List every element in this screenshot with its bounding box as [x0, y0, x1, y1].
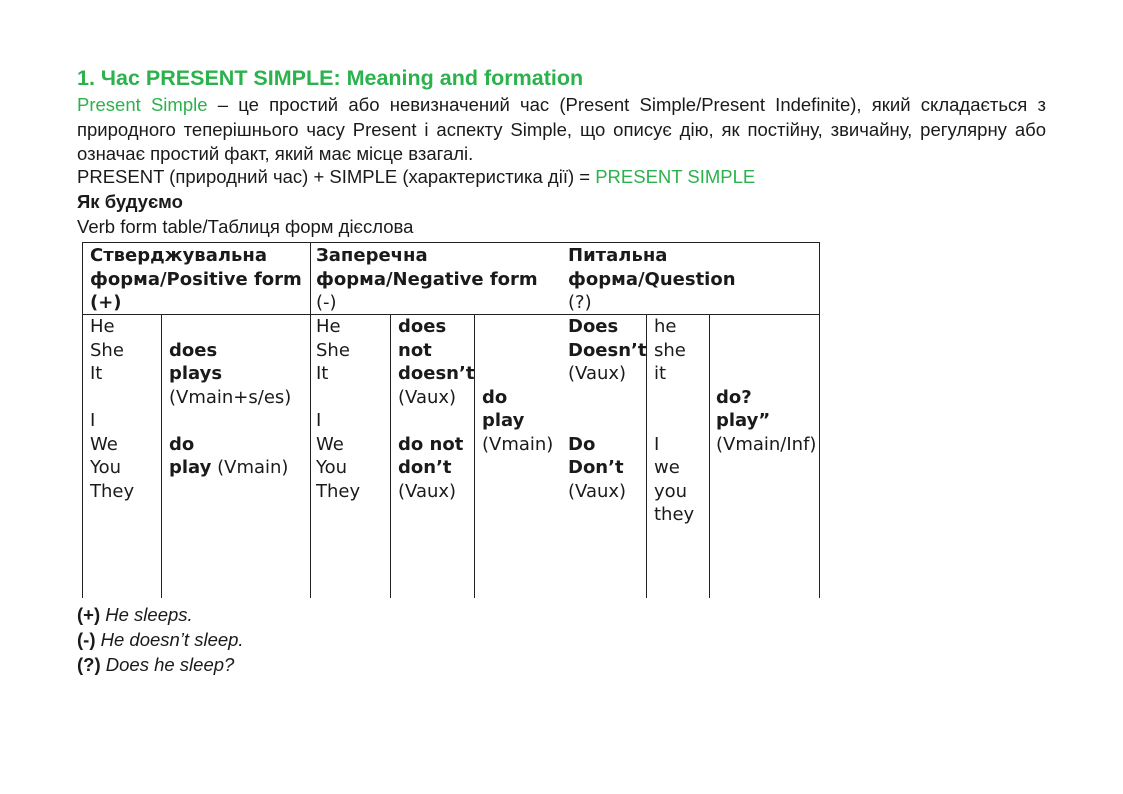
table-cell-text: we	[654, 457, 680, 478]
table-cell-text: They	[316, 480, 361, 502]
negative-main-column	[482, 315, 553, 456]
table-cell-text: She	[316, 339, 350, 361]
table-cell-text: (Vaux)	[568, 480, 627, 502]
table-cell-text: (+)	[90, 292, 122, 313]
table-cell-text: you	[654, 480, 688, 502]
table-cell-text: форма/Positive form	[90, 268, 302, 290]
question-main-column	[716, 315, 816, 456]
negative-inner-divider-1	[390, 314, 391, 598]
table-cell-text: I	[316, 410, 322, 431]
positive-verbs-column	[169, 315, 291, 480]
table-cell-text	[482, 339, 553, 363]
table-cell-text: It	[316, 363, 329, 384]
table-cell-text: He	[90, 316, 115, 337]
table-cell-text: We	[316, 433, 344, 455]
play-vmain: play (Vmain)	[169, 457, 289, 478]
table-cell-text	[90, 386, 134, 410]
table-cell-text: (Vmain+s/es)	[169, 386, 292, 408]
intro-text: – це простий або невизначений час (Present Simple/Present Indefinite), який складається з природного теперішнього часу Present і аспекту Simple, що описує дію, як постійну, звичайну, регулярну або означає простий факт, який має місце взагалі.	[77, 94, 1046, 164]
table-cell-text: форма/Negative form	[316, 268, 538, 290]
table-cell-text	[398, 409, 474, 433]
subheading: Як будуємо	[77, 191, 183, 212]
table-cell-text: (Vaux)	[398, 386, 457, 408]
table-cell-text: it	[654, 363, 667, 384]
term-present-simple: Present Simple	[77, 94, 208, 115]
table-cell-text	[482, 362, 553, 386]
table-cell-text: she	[654, 339, 686, 361]
table-cell-text	[716, 315, 816, 339]
table-cell-text: (Vmain)	[482, 433, 554, 455]
table-cell-text: He	[316, 316, 341, 337]
table-cell-text: not	[398, 339, 432, 361]
table-cell-text: Doesn’t	[568, 339, 647, 361]
table-cell-text	[169, 409, 291, 433]
section-heading: 1. Час PRESENT SIMPLE: Meaning and formation	[77, 66, 584, 90]
table-cell-text: do not	[398, 433, 464, 455]
table-cell-text	[654, 409, 694, 433]
positive-inner-divider	[161, 314, 162, 598]
table-cell-text: (Vaux)	[398, 480, 457, 502]
negative-form-header	[316, 244, 538, 315]
example-positive: (+) He sleeps.	[77, 604, 193, 625]
question-aux-column	[568, 315, 647, 503]
example-negative: (-) He doesn’t sleep.	[77, 629, 244, 650]
table-cell-text: It	[90, 363, 103, 384]
table-cell-text: Does	[568, 316, 619, 337]
table-cell-text: Don’t	[568, 457, 624, 478]
table-cell-text	[716, 362, 816, 386]
question-form-header	[568, 244, 736, 315]
table-cell-text: Do	[568, 433, 596, 455]
question-subjects-column	[654, 315, 694, 527]
table-cell-text	[568, 386, 647, 410]
table-cell-text: (?)	[568, 292, 592, 313]
table-cell-text: Стверджувальна	[90, 245, 267, 266]
table-cell-text	[169, 315, 291, 339]
table-cell-text	[716, 339, 816, 363]
table-cell-text: форма/Question	[568, 268, 736, 290]
table-cell-text: She	[90, 339, 124, 361]
negative-aux-column	[398, 315, 474, 503]
verb-form-table	[82, 242, 820, 598]
table-cell-text: We	[90, 433, 118, 455]
table-cell-text: (Vmain/Inf)	[716, 433, 817, 455]
table-cell-text: (Vaux)	[568, 363, 627, 384]
formula-line	[77, 166, 755, 188]
table-cell-text: does	[398, 316, 447, 337]
table-cell-text: They	[90, 480, 135, 502]
table-cell-text	[654, 386, 694, 410]
table-cell-text: I	[90, 410, 96, 431]
table-cell-text: plays	[169, 363, 223, 384]
table-cell-text: he	[654, 316, 677, 337]
table-cell-text: Питальна	[568, 245, 668, 266]
table-cell-text: play”	[716, 410, 771, 431]
table-cell-text: You	[90, 457, 122, 478]
table-cell-text: You	[316, 457, 348, 478]
positive-form-header	[90, 244, 302, 315]
table-cell-text	[316, 386, 360, 410]
positive-negative-divider	[310, 242, 311, 598]
table-cell-text: play	[482, 410, 525, 431]
table-cell-text: do	[482, 386, 508, 408]
table-cell-text: do?	[716, 386, 752, 408]
table-cell-text: I	[654, 433, 660, 455]
table-cell-text	[482, 315, 553, 339]
table-cell-text: Заперечна	[316, 245, 428, 266]
negative-subjects-column	[316, 315, 360, 503]
question-inner-divider-2	[709, 314, 710, 598]
positive-subjects-column	[90, 315, 134, 503]
formula-text: PRESENT (природний час) + SIMPLE (характеристика дії) =	[77, 166, 596, 187]
table-left-border	[82, 242, 83, 598]
table-cell-text: does	[169, 339, 218, 361]
table-cell-text	[568, 409, 647, 433]
table-cell-text: doesn’t	[398, 363, 475, 384]
table-right-border	[819, 242, 820, 598]
table-caption: Verb form table/Таблиця форм дієслова	[77, 216, 414, 237]
table-cell-text: (-)	[316, 292, 337, 313]
intro-paragraph	[77, 93, 1046, 167]
table-top-border	[82, 242, 820, 243]
table-cell-text: do	[169, 433, 195, 455]
example-question: (?) Does he sleep?	[77, 654, 235, 675]
formula-result: PRESENT SIMPLE	[595, 166, 756, 187]
table-cell-text: they	[654, 504, 695, 525]
table-cell-text: don’t	[398, 457, 452, 478]
